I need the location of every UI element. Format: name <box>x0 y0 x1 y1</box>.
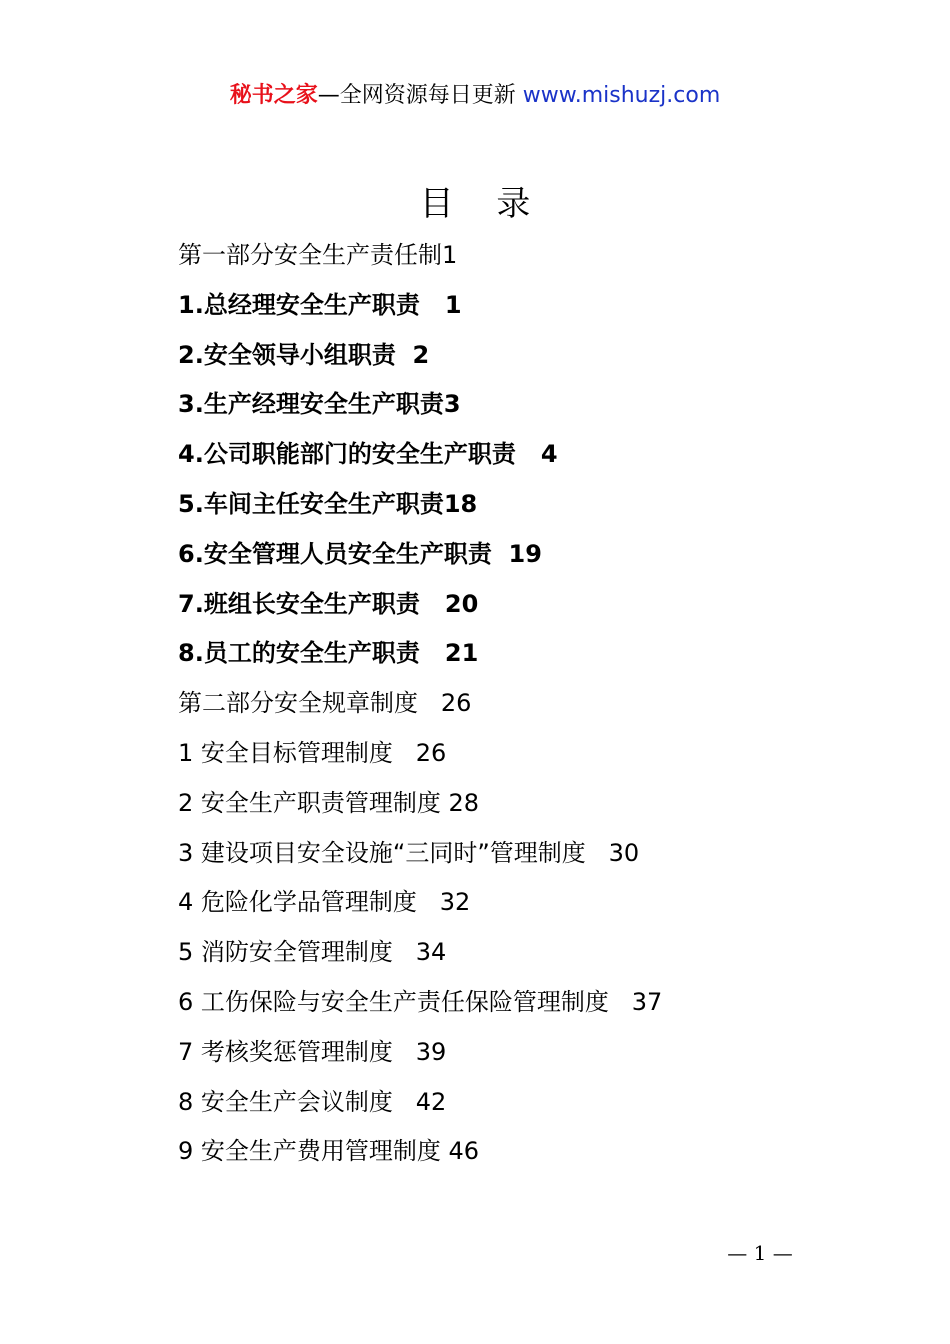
brand-name: 秘书之家 <box>229 83 318 108</box>
toc-entry[interactable]: 8 安全生产会议制度 42 <box>178 1087 447 1116</box>
toc-entry[interactable]: 6 工伤保险与安全生产责任保险管理制度 37 <box>178 987 663 1016</box>
toc-entry[interactable]: 2 安全生产职责管理制度 28 <box>178 788 480 817</box>
toc-entry[interactable]: 9 安全生产费用管理制度 46 <box>178 1137 480 1166</box>
table-of-contents <box>178 234 878 1180</box>
toc-entry[interactable]: 8.员工的安全生产职责 21 <box>178 639 479 668</box>
toc-entry[interactable]: 2.安全领导小组职责 2 <box>178 340 430 369</box>
site-header <box>0 80 950 112</box>
toc-entry[interactable]: 4.公司职能部门的安全生产职责 4 <box>178 440 558 469</box>
toc-entry[interactable]: 7 考核奖惩管理制度 39 <box>178 1037 447 1066</box>
page-title: 目 录 <box>419 184 547 224</box>
toc-entry[interactable]: 5 消防安全管理制度 34 <box>178 938 447 967</box>
toc-entry[interactable]: 第二部分安全规章制度 26 <box>178 689 472 718</box>
header-slogan: —全网资源每日更新 <box>317 83 523 108</box>
toc-entry[interactable]: 6.安全管理人员安全生产职责 19 <box>178 539 542 568</box>
toc-entry[interactable]: 5.车间主任安全生产职责18 <box>178 489 478 518</box>
toc-entry[interactable]: 4 危险化学品管理制度 32 <box>178 888 471 917</box>
page-number: — 1 — <box>727 1241 793 1265</box>
toc-entry[interactable]: 1.总经理安全生产职责 1 <box>178 290 462 319</box>
toc-entry[interactable]: 第一部分安全生产责任制1 <box>178 241 458 269</box>
site-url-link[interactable]: www.mishuzj.com <box>522 83 721 108</box>
toc-entry[interactable]: 3 建设项目安全设施“三同时”管理制度 30 <box>178 838 640 867</box>
toc-entry[interactable]: 7.班组长安全生产职责 20 <box>178 589 479 618</box>
toc-entry[interactable]: 1 安全目标管理制度 26 <box>178 738 447 767</box>
toc-entry[interactable]: 3.生产经理安全生产职责3 <box>178 390 461 419</box>
